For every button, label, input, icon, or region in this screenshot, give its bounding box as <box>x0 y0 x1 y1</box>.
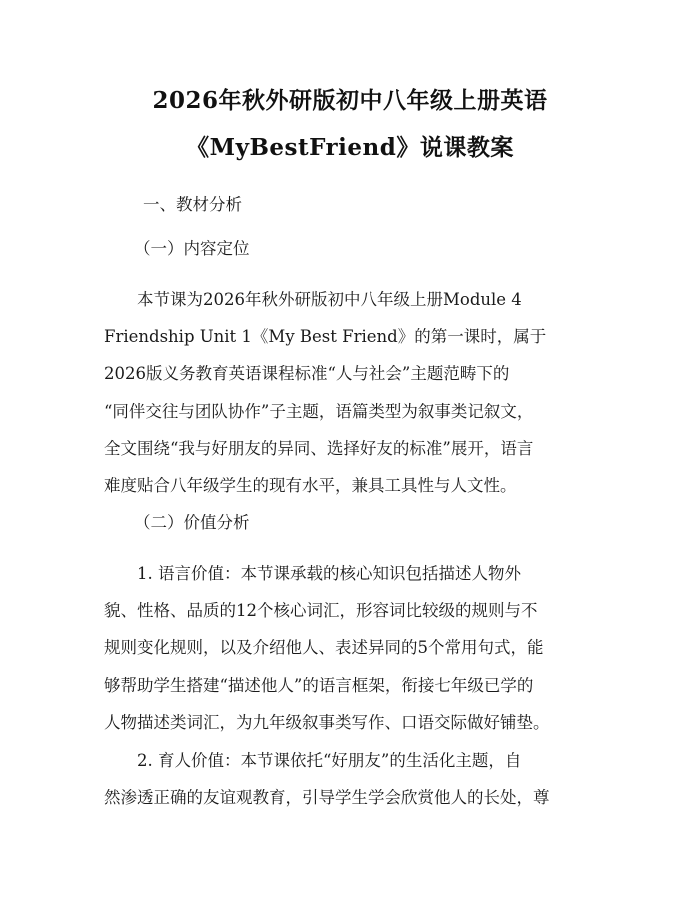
document-title-line-2: 《MyBestFriend》说课教案 <box>186 134 514 161</box>
paragraph-line: 人物描述类词汇，为九年级叙事类写作、口语交际做好铺垫。 <box>104 712 550 732</box>
paragraph-line: 难度贴合八年级学生的现有水平，兼具工具性与人文性。 <box>104 475 517 495</box>
paragraph-line: Friendship Unit 1《My Best Friend》的第一课时，属于 <box>104 327 547 347</box>
paragraph-line: 2. 育人价值：本节课依托“好朋友”的生活化主题，自 <box>137 751 522 770</box>
paragraph-line: 2026版义务教育英语课程标准“人与社会”主题范畴下的 <box>104 364 510 384</box>
paragraph-content-positioning <box>104 281 600 504</box>
paragraph-line: 貌、性格、品质的12个核心词汇，形容词比较级的规则与不 <box>104 601 538 621</box>
paragraph-educational-value <box>104 742 600 816</box>
paragraph-line: “同伴交往与团队协作”子主题，语篇类型为叙事类记叙文， <box>104 401 534 421</box>
paragraph-line: 全文围绕“我与好朋友的异同、选择好友的标准”展开，语言 <box>104 438 534 458</box>
section-heading-textbook-analysis: 一、教材分析 <box>143 195 242 214</box>
paragraph-line: 本节课为2026年秋外研版初中八年级上册Module 4 <box>137 290 522 309</box>
subsection-heading-content-positioning: （一）内容定位 <box>134 239 250 258</box>
document-title-line-1: 2026年秋外研版初中八年级上册英语 <box>152 87 548 114</box>
paragraph-line: 够帮助学生搭建“描述他人”的语言框架，衔接七年级已学的 <box>104 675 534 695</box>
paragraph-line: 规则变化规则，以及介绍他人、表述异同的5个常用句式，能 <box>104 638 544 658</box>
subsection-heading-value-analysis: （二）价值分析 <box>134 513 250 532</box>
paragraph-line: 然渗透正确的友谊观教育，引导学生学会欣赏他人的长处，尊 <box>104 788 550 808</box>
paragraph-line: 1. 语言价值：本节课承载的核心知识包括描述人物外 <box>137 564 521 583</box>
paragraph-language-value <box>104 555 600 741</box>
